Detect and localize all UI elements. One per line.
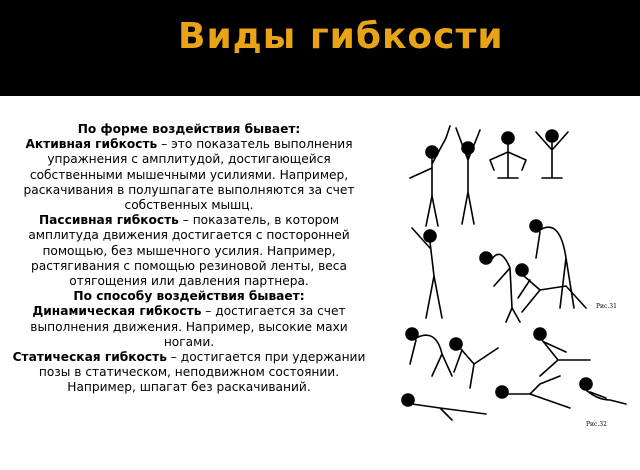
figure-back-bend <box>480 252 520 322</box>
figure-lunge <box>516 264 586 312</box>
figure-side-bend <box>412 228 442 318</box>
section-heading-form: По форме воздействия бывает: <box>77 122 301 136</box>
stretching-illustration <box>390 108 630 428</box>
term-active: Активная гибкость <box>25 137 158 152</box>
section-heading-method: По способу воздействия бывает: <box>73 289 305 304</box>
desc-active: – это показатель выполнения упражнения с амплитудой, достигающейся собственными мышечными усилиями. Например, раскачивания в полушпагате выполняются за счет собственных мышц. <box>23 137 355 213</box>
figure-caption-32: Рис.32 <box>586 421 607 428</box>
figure-arm-stretch-2 <box>456 128 480 224</box>
figure-torso-1 <box>490 132 526 178</box>
term-dynamic: Динамическая гибкость <box>32 304 202 319</box>
figure-leg-swing <box>450 338 498 388</box>
term-static: Статическая гибкость <box>12 350 167 365</box>
paragraph-active <box>10 137 368 213</box>
figure-arm-stretch-1 <box>410 126 450 226</box>
text-block <box>10 122 368 396</box>
term-passive: Пассивная гибкость <box>38 213 179 228</box>
paragraph-static <box>10 350 368 396</box>
slide-title: Виды гибкости <box>178 16 504 57</box>
figure-torso-2 <box>536 130 568 178</box>
figure-split <box>402 394 486 420</box>
figure-kneel-bend <box>406 328 452 376</box>
figure-caption-31: Рис.31 <box>596 303 617 310</box>
desc-dynamic: – достигается за счет выполнения движения. Например, высокие махи ногами. <box>30 304 348 349</box>
figure-seated-fold <box>580 378 626 404</box>
paragraph-passive <box>10 213 368 289</box>
desc-static: – достигается при удержании позы в статическом, неподвижном состоянии. Например, шпагат без раскачиваний. <box>38 350 366 395</box>
figure-floor-stretch <box>496 376 570 408</box>
paragraph-dynamic <box>10 304 368 350</box>
desc-passive: – показатель, в котором амплитуда движения достигается с посторонней помощью, без мышечного усилия. Например, растягивания с помощью резиновой ленты, веса отягощения или давления партнера. <box>28 213 350 289</box>
title-bar <box>0 0 640 96</box>
figure-seated-reach <box>534 328 590 376</box>
